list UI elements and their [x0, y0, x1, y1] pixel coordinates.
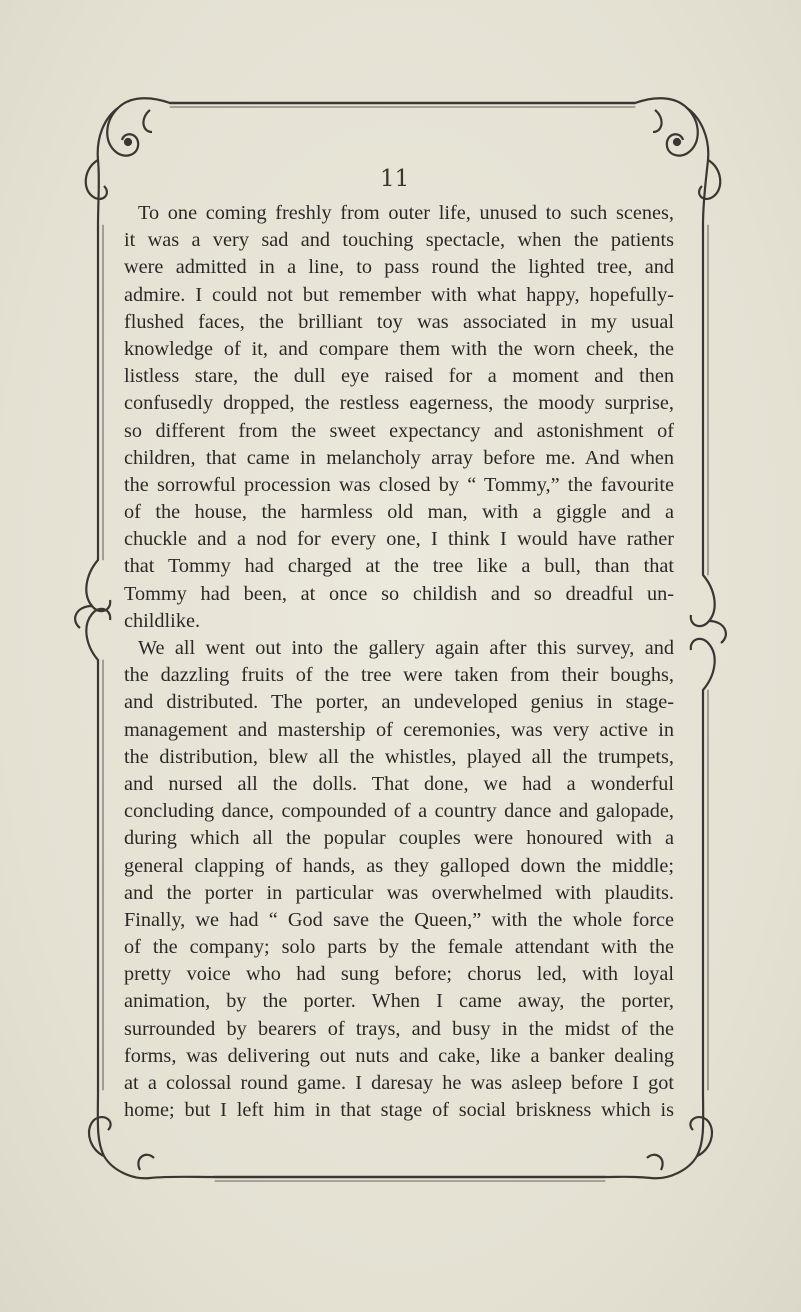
text-line: management and mastership of ceremonies, was very active in — [124, 718, 674, 741]
text-line: admire. I could not but remember with what happy, hopefully- — [124, 283, 674, 306]
text-line: forms, was delivering out nuts and cake, like a banker dealing — [124, 1044, 674, 1067]
side-ornament-left — [75, 560, 110, 660]
text-line: that Tommy had charged at the tree like a bull, than that — [124, 555, 674, 578]
side-ornament-right — [691, 575, 726, 690]
text-line: so different from the sweet expectancy and astonishment of — [124, 419, 674, 442]
text-line: home; but I left him in that stage of social briskness which is — [124, 1099, 674, 1122]
text-line: during which all the popular couples were honoured with a — [124, 827, 674, 850]
text-line: Finally, we had “ God save the Queen,” with the whole force — [124, 908, 674, 931]
text-line: To one coming freshly from outer life, unused to such scenes, — [138, 202, 674, 224]
text-line: flushed faces, the brilliant toy was associated in my usual — [124, 310, 674, 333]
text-line: Tommy had been, at once so childish and so dreadful un- — [124, 582, 674, 605]
text-line: surrounded by bearers of trays, and busy in the midst of the — [124, 1017, 674, 1040]
text-line: of the house, the harmless old man, with a giggle and a — [124, 501, 674, 524]
body-text — [124, 200, 674, 1124]
text-line: the dazzling fruits of the tree were taken from their boughs, — [124, 664, 674, 687]
text-line: children, that came in melancholy array before me. And when — [124, 446, 674, 469]
text-line: confusedly dropped, the restless eagerness, the moody surprise, — [124, 392, 674, 415]
text-line: concluding dance, compounded of a country dance and galopade, — [124, 800, 674, 823]
text-line: general clapping of hands, as they galloped down the middle; — [124, 854, 674, 877]
text-line: We all went out into the gallery again after this survey, and — [138, 637, 674, 659]
text-line: of the company; solo parts by the female attendant with the — [124, 936, 674, 959]
text-line: the distribution, blew all the whistles, played all the trumpets, — [124, 745, 674, 768]
text-line: listless stare, the dull eye raised for a moment and then — [124, 365, 674, 388]
text-line: and distributed. The porter, an undeveloped genius in stage- — [124, 691, 674, 714]
text-line: chuckle and a nod for every one, I think I would have rather — [124, 528, 674, 551]
text-line: pretty voice who had sung before; chorus led, with loyal — [124, 963, 674, 986]
paragraph-1 — [124, 200, 674, 635]
text-line: the sorrowful procession was closed by “ Tommy,” the favourite — [124, 473, 674, 496]
text-line: and the porter in particular was overwhelmed with plaudits. — [124, 881, 674, 904]
text-line: childlike. — [124, 609, 201, 632]
text-line: knowledge of it, and compare them with the worn cheek, the — [124, 337, 674, 360]
paragraph-2 — [124, 635, 674, 1124]
text-line: were admitted in a line, to pass round the lighted tree, and — [124, 256, 674, 279]
text-line: it was a very sad and touching spectacle, when the patients — [124, 229, 674, 252]
text-line: animation, by the porter. When I came away, the porter, — [124, 990, 674, 1013]
page-number: 11 — [380, 166, 410, 192]
text-line: at a colossal round game. I daresay he was asleep before I got — [124, 1072, 674, 1094]
text-line: and nursed all the dolls. That done, we had a wonderful — [124, 772, 674, 795]
